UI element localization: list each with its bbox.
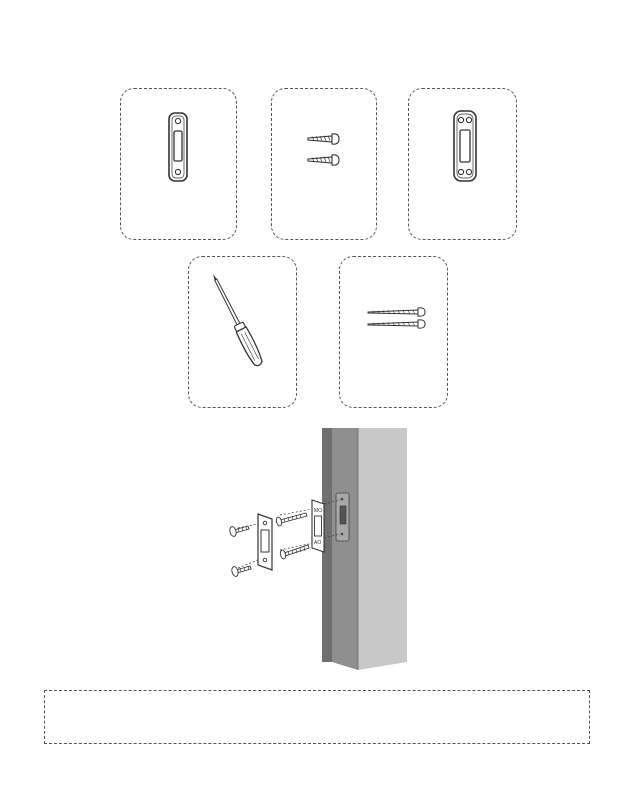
outer-strike-plate [258,514,272,570]
door-mortise [336,493,349,541]
screwdriver-icon [189,257,298,409]
long-screw [368,308,425,316]
part-box-short-screws [271,88,377,240]
plate-label-mo: MO [314,508,323,514]
strike-plate-small-icon [121,89,238,241]
door-frame [322,428,407,670]
inner-strike-plate [312,500,324,552]
short-screw [308,155,339,165]
installation-diagram [0,420,625,680]
part-box-strike-plate-reinforced [408,88,517,240]
short-screw [231,566,251,577]
short-screws-icon [272,89,378,241]
long-screws-icon [340,257,449,409]
plate-label-ao: AO [314,540,322,546]
note-box [44,690,590,744]
long-screw [279,545,309,559]
part-box-long-screws [339,256,448,408]
part-box-strike-plate-small [120,88,237,240]
long-screw [368,320,425,328]
strike-plate-reinforced-icon [409,89,518,241]
part-box-screwdriver [188,256,297,408]
short-screw [308,134,339,144]
